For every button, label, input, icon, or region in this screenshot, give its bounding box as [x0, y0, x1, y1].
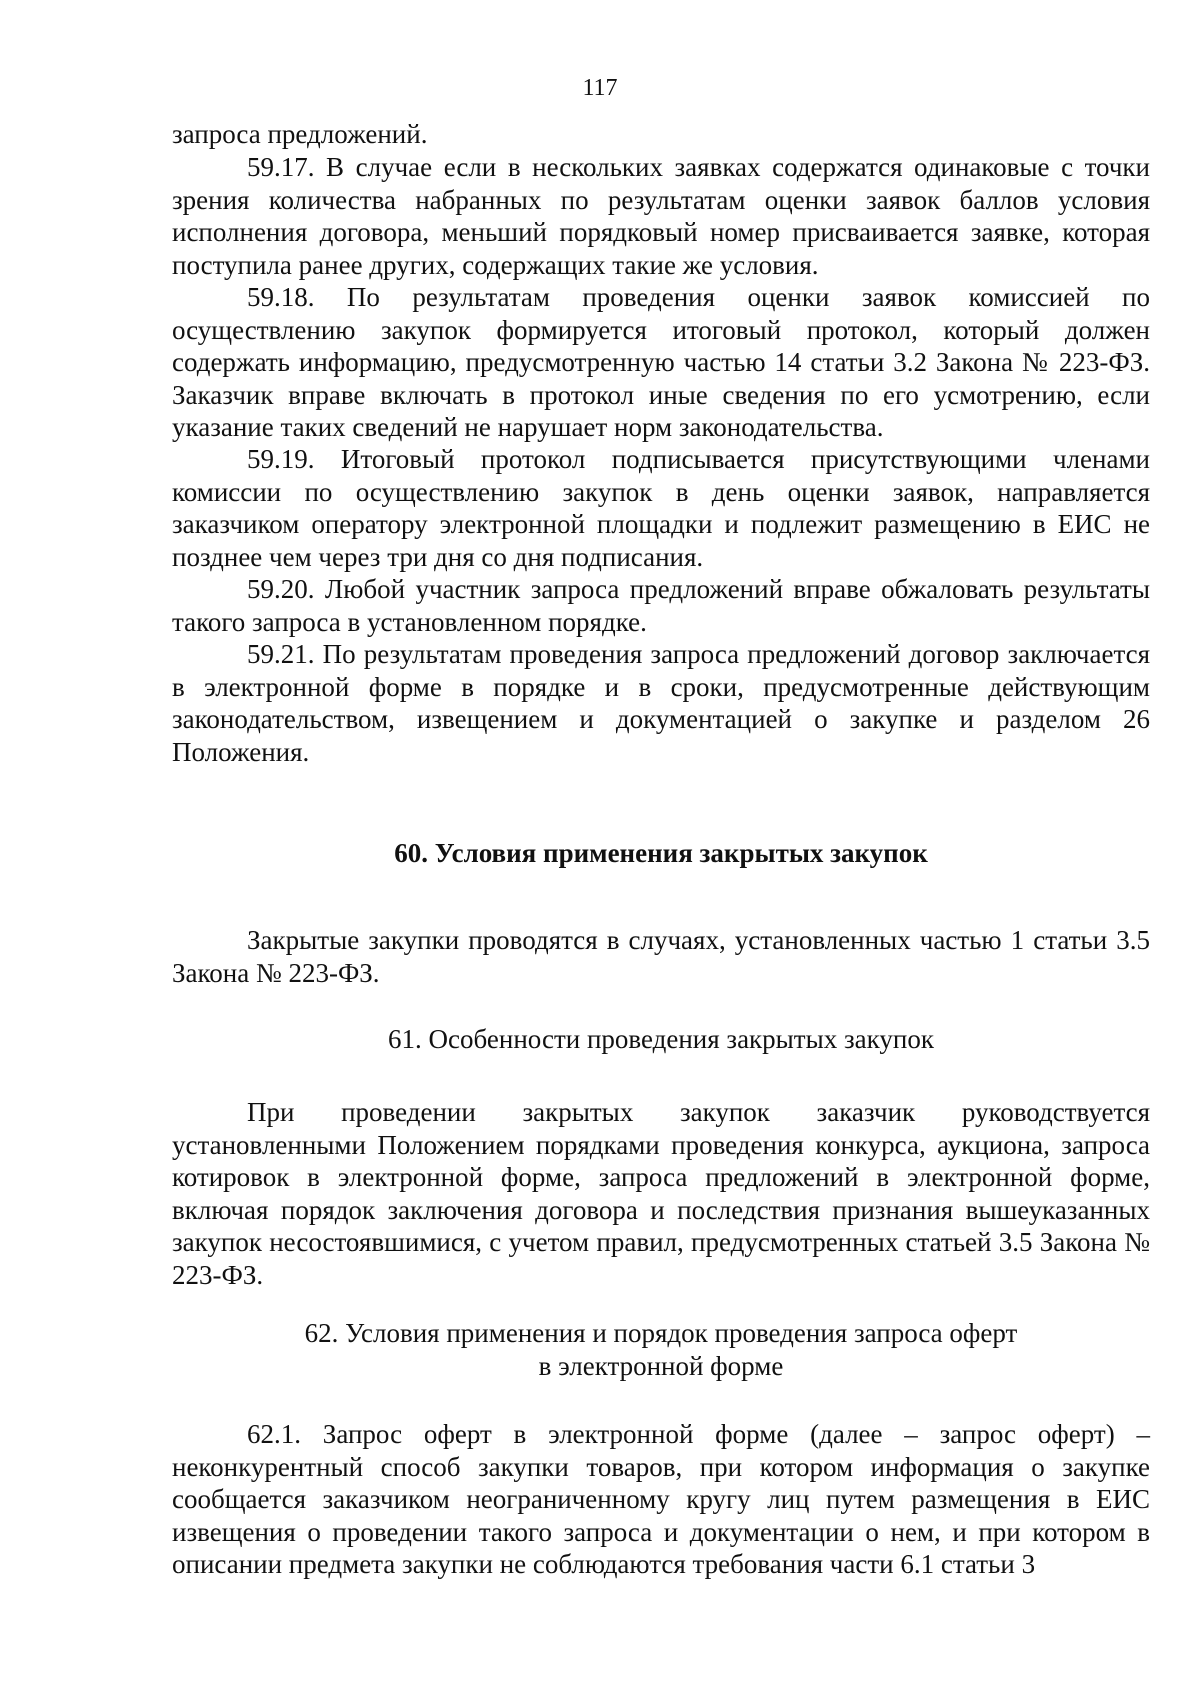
paragraph-59-21 — [172, 638, 1150, 768]
paragraph-text: 59.17. В случае если в нескольких заявках содержатся одинаковые с точки зрения количества набранных по результатам оценки заявок баллов условия исполнения договора, меньший порядковый номер присваивается заявке, которая поступила ранее других, содержащих такие же условия. — [172, 152, 1150, 280]
section-60-heading — [172, 837, 1150, 870]
paragraph-text: 59.21. По результатам проведения запроса предложений договор заключается в электронной форме в порядке и в сроки, предусмотренные действующим законодательством, извещением и документацией о закупке и разделом 26 Положения. — [172, 639, 1150, 767]
paragraph-59-18 — [172, 281, 1150, 444]
paragraph-text: 59.18. По результатам проведения оценки заявок комиссией по осуществлению закупок формируется итоговый протокол, который должен содержать информацию, предусмотренную частью 14 статьи 3.2 Закона № 223-ФЗ. Заказчик вправе включать в протокол иные сведения по его усмотрению, если указание таких сведений не нарушает норм законодательства. — [172, 282, 1150, 442]
paragraph-text: При проведении закрытых закупок заказчик руководствуется установленными Положением порядками проведения конкурса, аукциона, запроса котировок в электронной форме, запроса предложений в электронной форме, включая порядок заключения договора и последствия признания вышеуказанных закупок несостоявшимися, с учетом правил, предусмотренных статьей 3.5 Закона № 223-ФЗ. — [172, 1097, 1150, 1290]
page-number: 117 — [582, 75, 618, 101]
section-60-text — [172, 924, 1150, 989]
paragraph-59-19 — [172, 443, 1150, 573]
paragraph-text: 59.19. Итоговый протокол подписывается присутствующими членами комиссии по осуществлению закупок в день оценки заявок, направляется заказчиком оператору электронной площадки и подлежит размещению в ЕИС не позднее чем через три дня со дня подписания. — [172, 444, 1150, 572]
paragraph-59-17 — [172, 151, 1150, 281]
section-61-heading — [172, 1023, 1150, 1056]
paragraph-text: 59.20. Любой участник запроса предложений вправе обжаловать результаты такого запроса в установленном порядке. — [172, 574, 1150, 637]
paragraph-text: 62.1. Запрос оферт в электронной форме (далее – запрос оферт) – неконкурентный способ закупки товаров, при котором информация о закупке сообщается заказчиком неограниченному кругу лиц путем размещения в ЕИС извещения о проведении такого запроса и документации о нем, и при котором в описании предмета закупки не соблюдаются требования части 6.1 статьи 3 — [172, 1419, 1150, 1579]
paragraph-59-20 — [172, 573, 1150, 638]
section-heading: 61. Особенности проведения закрытых закупок — [388, 1024, 934, 1054]
paragraph-text: Закрытые закупки проводятся в случаях, установленных частью 1 статьи 3.5 Закона № 223-ФЗ. — [172, 925, 1150, 988]
section-heading: 60. Условия применения закрытых закупок — [394, 838, 928, 868]
paragraph-continuation — [172, 118, 1150, 151]
section-62-heading — [172, 1317, 1150, 1382]
section-61-text — [172, 1096, 1150, 1291]
paragraph-text: запроса предложений. — [172, 119, 428, 149]
paragraph-62-1 — [172, 1418, 1150, 1581]
section-heading-line-1: 62. Условия применения и порядок проведения запроса оферт — [304, 1318, 1018, 1348]
section-heading-line-2: в электронной форме — [538, 1350, 784, 1381]
